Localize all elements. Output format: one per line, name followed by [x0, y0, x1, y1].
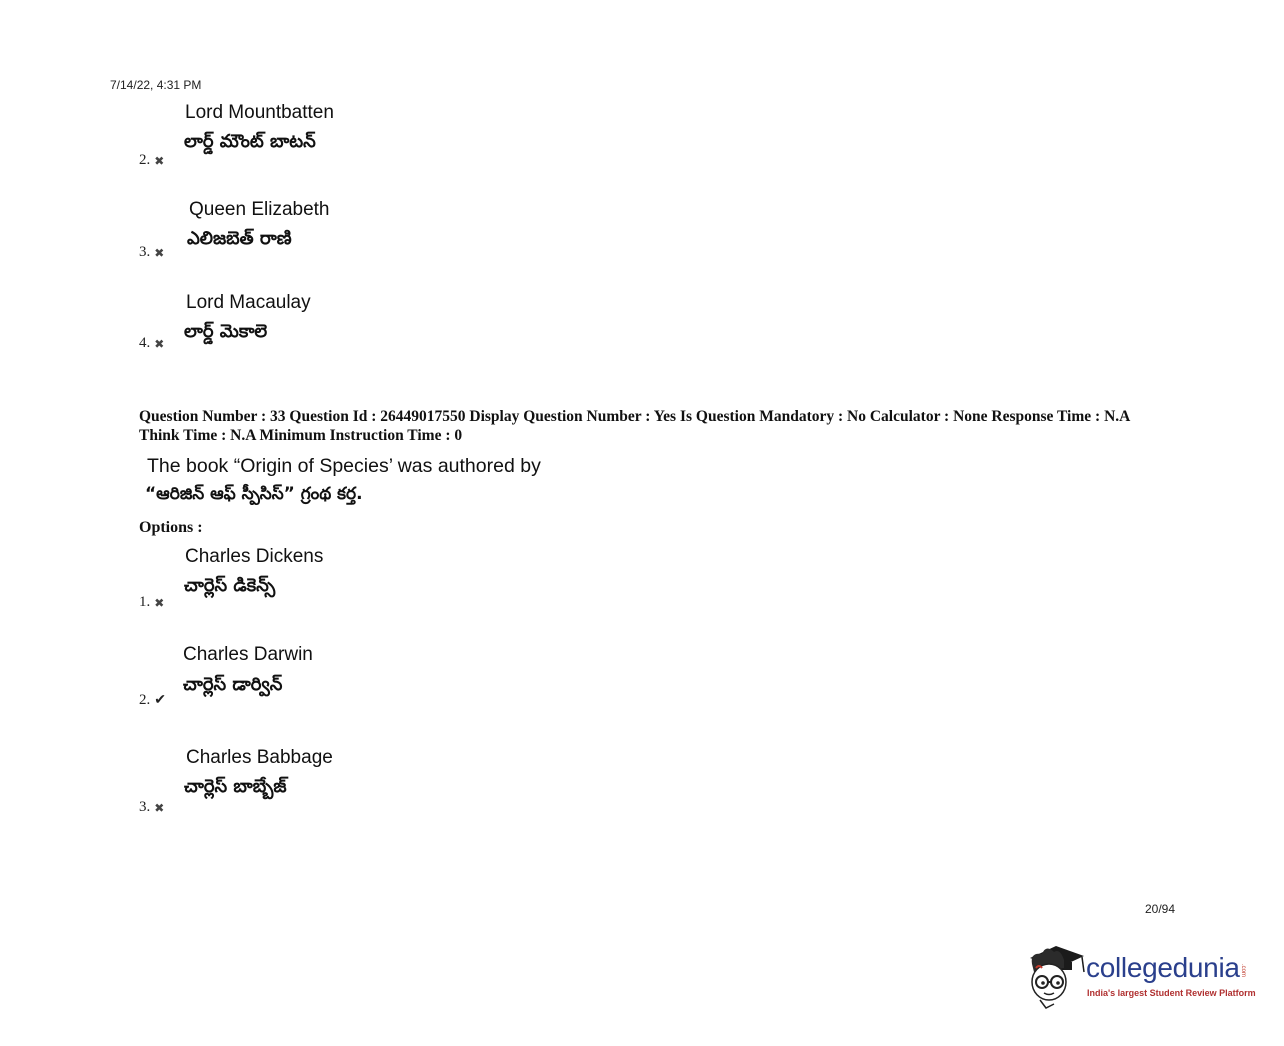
option-english: Charles Babbage — [186, 747, 333, 768]
option-number-label: 2. — [139, 692, 151, 708]
option-number-label: 2. — [139, 152, 151, 168]
cross-mark-icon: ✖ — [154, 336, 165, 351]
option-number — [139, 692, 166, 709]
option-number-label: 1. — [139, 594, 151, 610]
question-metadata: Question Number : 33 Question Id : 26449017550 Display Question Number : Yes Is Question Mandatory : No Calculator : None Response Time : N.A Think Time : N.A Minimum Instruction Time : 0 — [139, 408, 1130, 444]
option-number-label: 3. — [139, 799, 151, 815]
option-number-label: 4. — [139, 335, 151, 351]
option-english: Lord Macaulay — [186, 292, 311, 313]
logo-dotcom: .com — [1240, 964, 1246, 978]
option-telugu: లార్డ్ మెకాలె — [184, 321, 268, 342]
option-number — [139, 335, 164, 352]
logo-wordmark: collegedunia — [1086, 952, 1240, 983]
question-text-english: The book “Origin of Species’ was authored by — [147, 455, 541, 477]
option-english: Charles Dickens — [185, 546, 324, 567]
option-telugu: చార్లెస్ డికెన్స్ — [184, 575, 276, 596]
options-label: Options : — [139, 519, 203, 536]
page-number: 20/94 — [1145, 902, 1176, 916]
option-telugu: చార్లెస్ బాబ్బేజ్ — [184, 776, 287, 797]
check-mark-icon: ✔ — [154, 692, 166, 708]
option-number — [139, 594, 164, 611]
print-timestamp: 7/14/22, 4:31 PM — [110, 78, 202, 92]
cross-mark-icon: ✖ — [154, 800, 165, 815]
cross-mark-icon: ✖ — [154, 595, 165, 610]
cross-mark-icon: ✖ — [154, 245, 165, 260]
question-text-telugu: “ఆరిజిన్ ఆఫ్ స్పీసిస్” గ్రంథ కర్త. — [145, 484, 363, 504]
option-english: Charles Darwin — [183, 644, 313, 665]
option-telugu: లార్డ్ మౌంట్ బాటన్ — [184, 131, 316, 152]
option-number — [139, 244, 164, 261]
option-english: Queen Elizabeth — [189, 199, 330, 220]
option-number-label: 3. — [139, 244, 151, 260]
option-english: Lord Mountbatten — [185, 102, 334, 123]
logo-tagline: India's largest Student Review Platform — [1087, 988, 1256, 998]
option-telugu: చార్లెస్ డార్విన్ — [183, 674, 283, 695]
option-telugu: ఎలిజబెత్ రాణి — [187, 228, 292, 249]
option-number — [139, 152, 164, 169]
cross-mark-icon: ✖ — [154, 153, 165, 168]
option-number — [139, 799, 164, 816]
